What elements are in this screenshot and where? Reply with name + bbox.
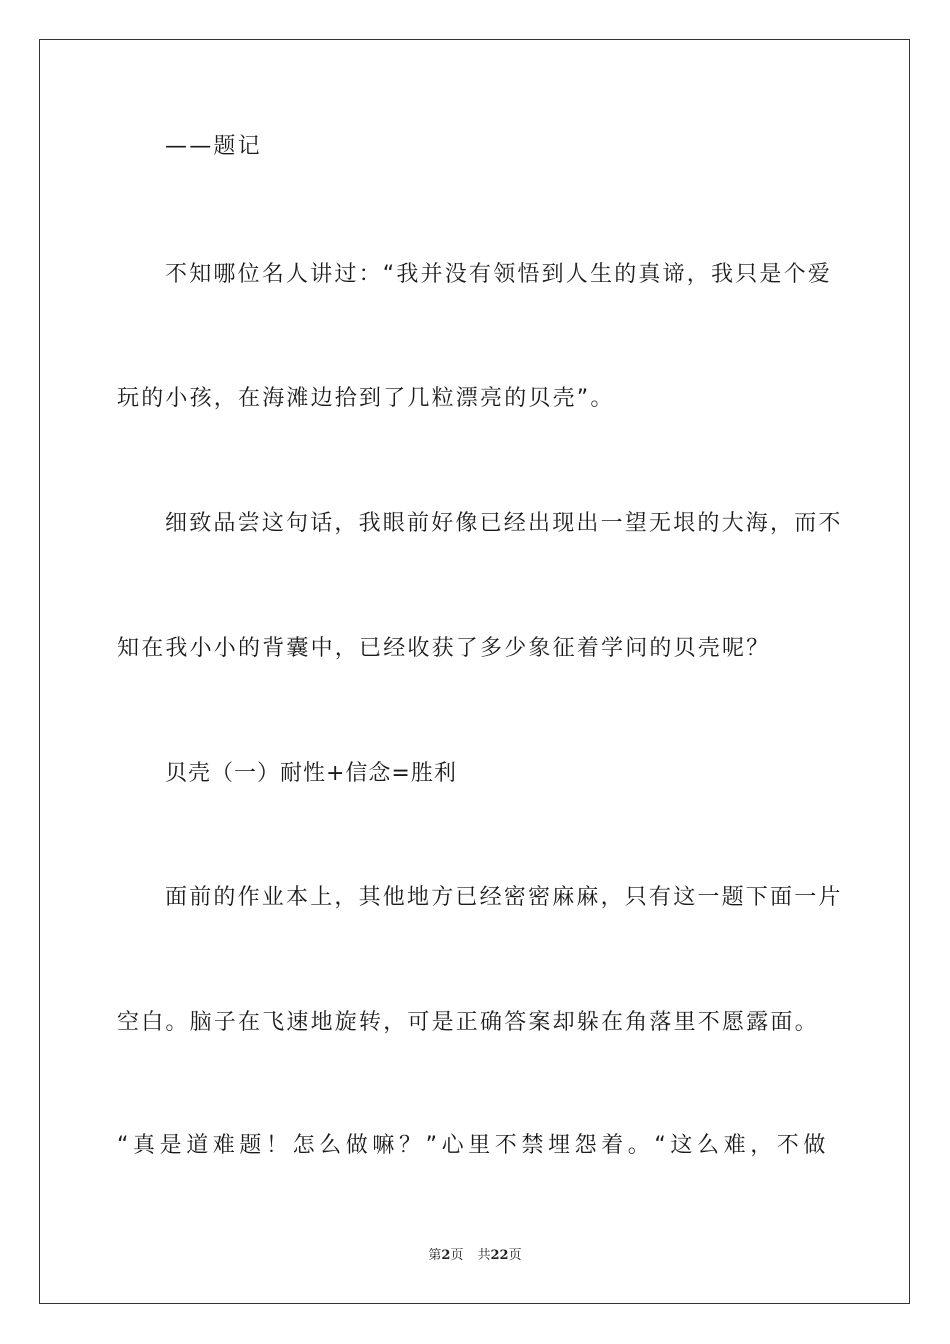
current-page-number: 2	[441, 1248, 451, 1263]
page-suffix: 页	[450, 1248, 464, 1263]
paragraph-line: 知在我小小的背囊中，已经收获了多少象征着学问的贝壳呢？	[117, 636, 771, 661]
paragraph-line: 不知哪位名人讲过：“我并没有领悟到人生的真谛，我只是个爱	[165, 262, 832, 287]
page-border	[39, 39, 910, 1304]
paragraph-line: “真是道难题！怎么做嘛？”心里不禁埋怨着。“这么难，不做	[117, 1133, 830, 1158]
section-heading: 贝壳（一）耐性+信念=胜利	[165, 761, 457, 786]
paragraph-line: 细致品尝这句话，我眼前好像已经出现出一望无垠的大海，而不	[165, 511, 843, 536]
epigraph-attribution: ——题记	[165, 134, 262, 159]
total-suffix: 页	[508, 1248, 522, 1263]
paragraph-line: 玩的小孩，在海滩边拾到了几粒漂亮的贝壳”。	[117, 386, 615, 411]
page-footer	[0, 1248, 950, 1264]
total-page-count: 22	[490, 1248, 509, 1263]
total-prefix: 共	[477, 1248, 491, 1263]
page-prefix: 第	[428, 1248, 442, 1263]
paragraph-line: 面前的作业本上，其他地方已经密密麻麻，只有这一题下面一片	[165, 885, 843, 910]
paragraph-line: 空白。脑子在飞速地旋转，可是正确答案却躲在角落里不愿露面。	[117, 1010, 819, 1035]
